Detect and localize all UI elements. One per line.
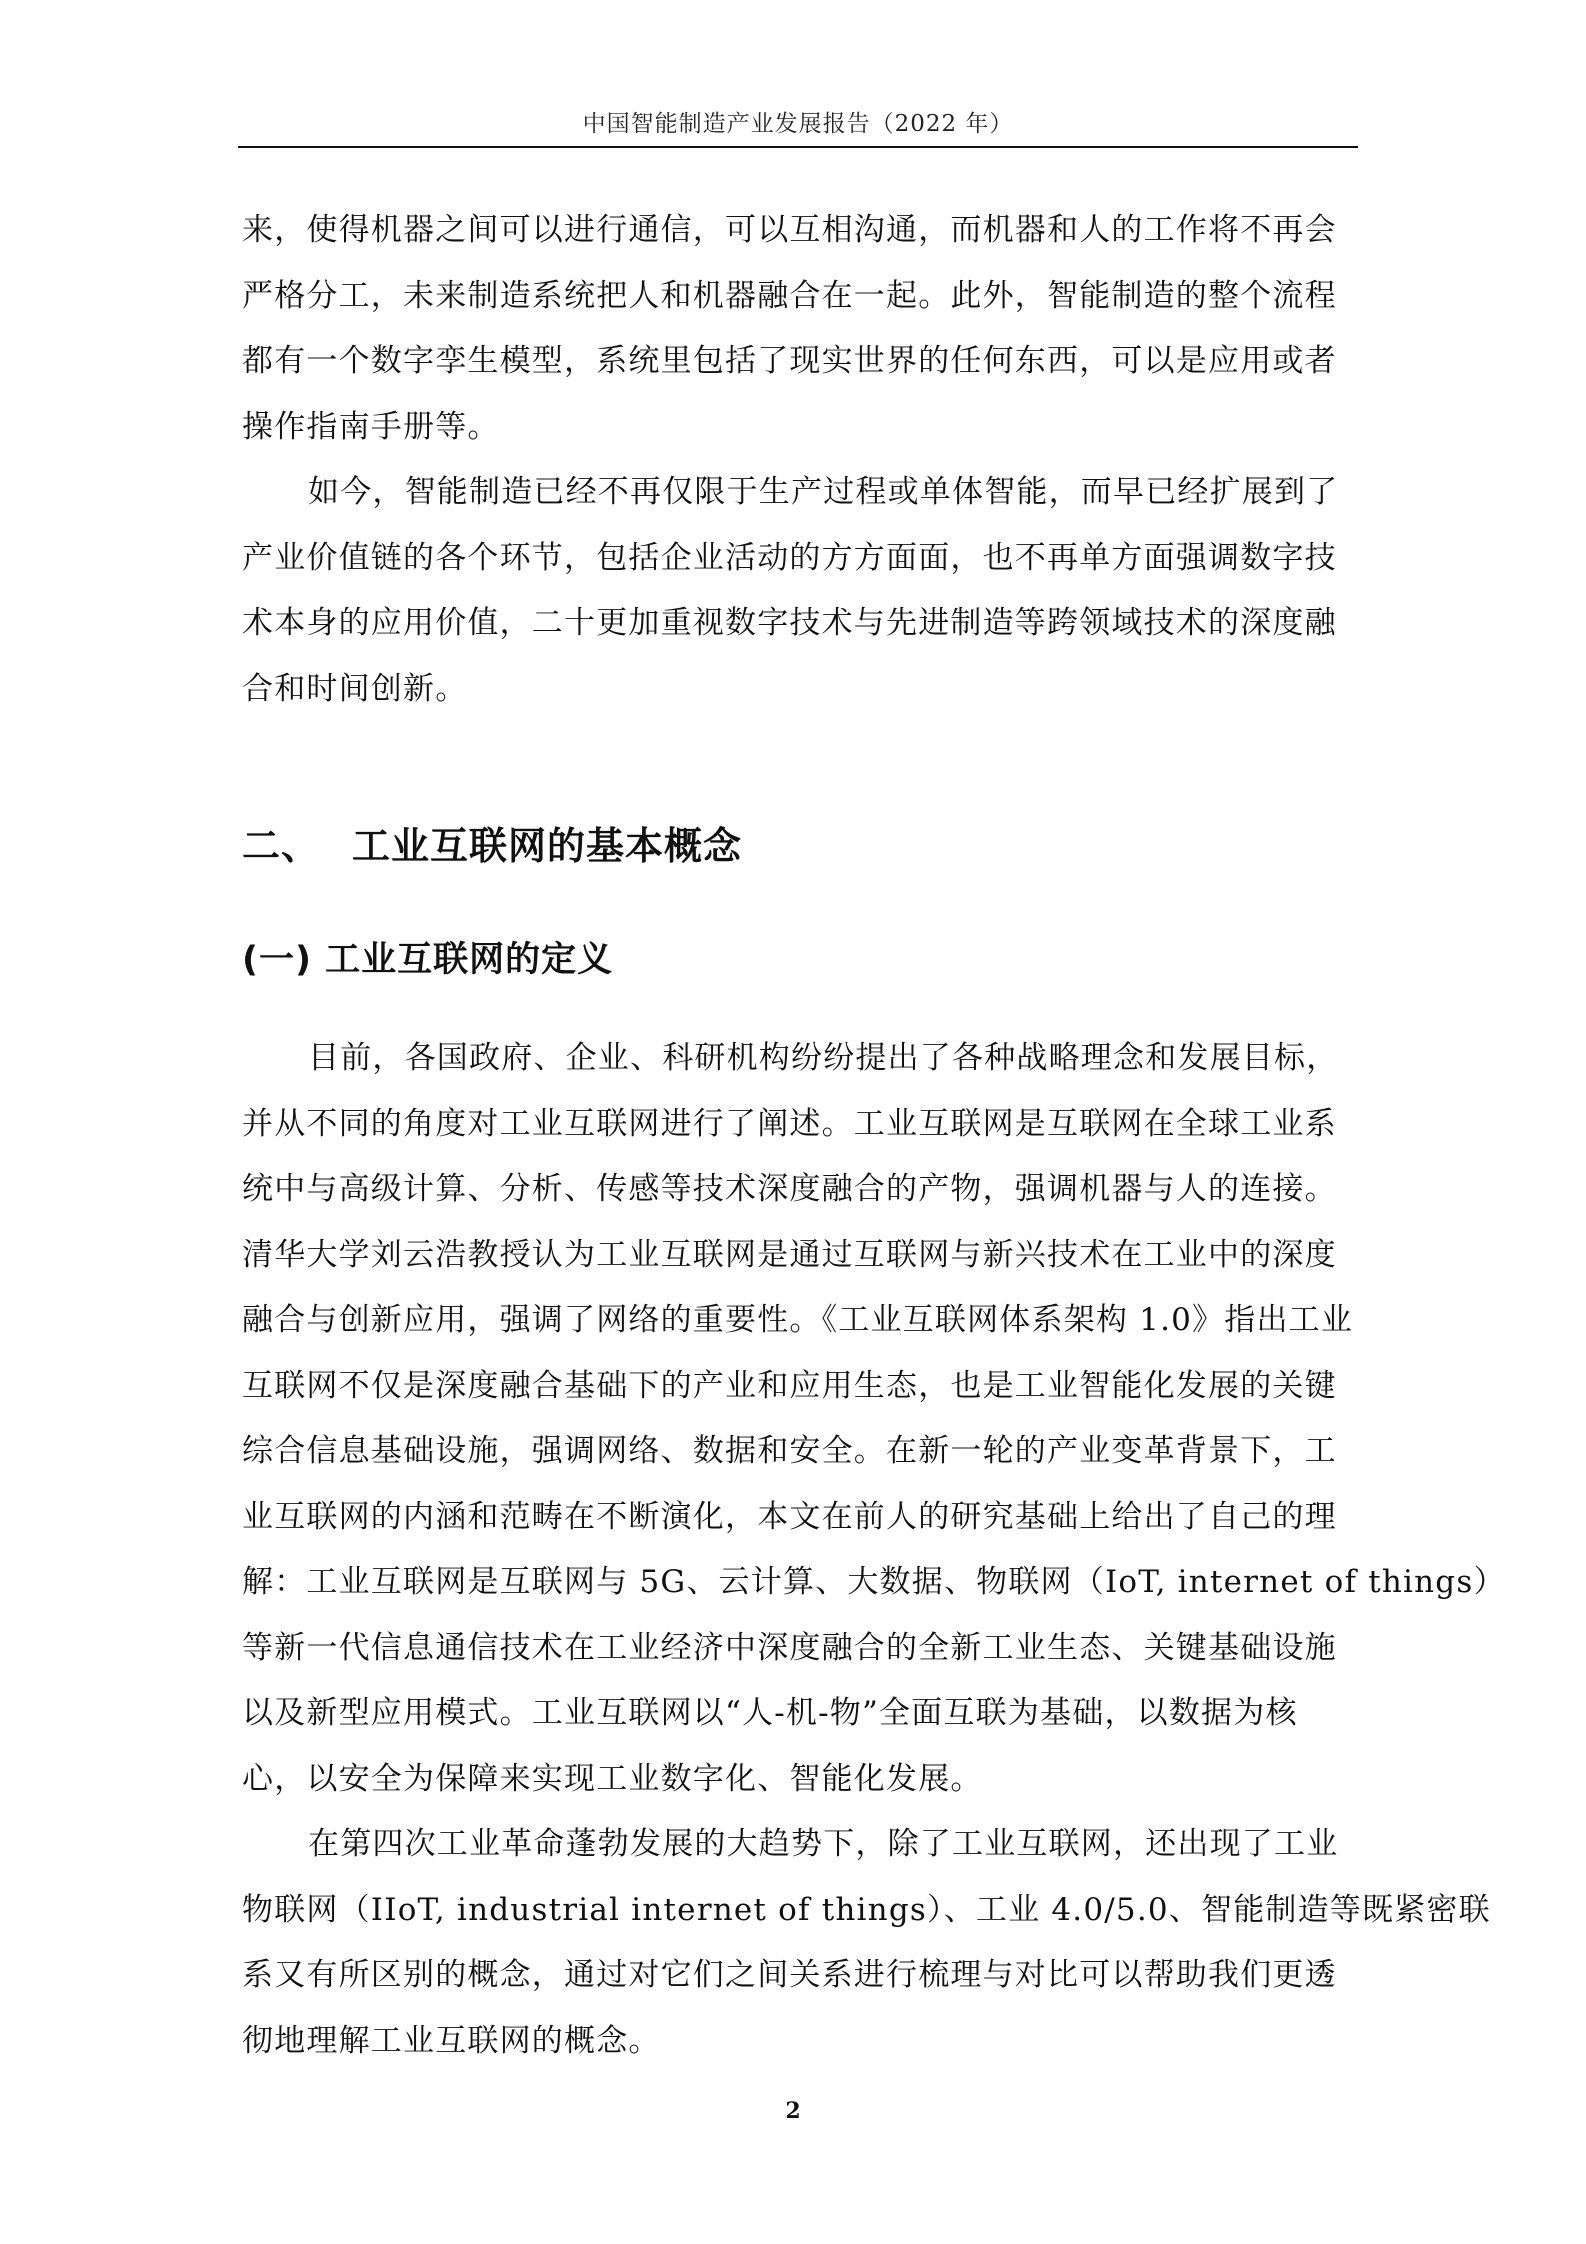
- text-line: 合和时间创新。: [242, 670, 468, 707]
- running-header: 中国智能制造产业发展报告（2022 年）: [582, 111, 1014, 137]
- intro-paragraph-2: [242, 460, 1339, 722]
- text-line: 来，使得机器之间可以进行通信，可以互相沟通，而机器和人的工作将不再会: [242, 212, 1337, 248]
- text-line: 操作指南手册等。: [242, 408, 500, 445]
- text-line: 以及新型应用模式。工业互联网以“人-机-物”全面互联为基础，以数据为核: [242, 1695, 1298, 1731]
- text-line: 等新一代信息通信技术在工业经济中深度融合的全新工业生态、关键基础设施: [242, 1629, 1337, 1666]
- text-line: 业互联网的内涵和范畴在不断演化，本文在前人的研究基础上给出了自己的理: [242, 1498, 1337, 1535]
- text-line: 术本身的应用价值，二十更加重视数字技术与先进制造等跨领域技术的深度融: [242, 605, 1337, 641]
- section-heading: [242, 818, 742, 874]
- text-line: 彻地理解工业互联网的概念。: [242, 2022, 661, 2059]
- text-line: 清华大学刘云浩教授认为工业互联网是通过互联网与新兴技术在工业中的深度: [242, 1236, 1337, 1273]
- definition-paragraph-2: [242, 1812, 1491, 2074]
- text-line: 并从不同的角度对工业互联网进行了阐述。工业互联网是互联网在全球工业系: [242, 1105, 1337, 1142]
- text-line: 严格分工，未来制造系统把人和机器融合在一起。此外，智能制造的整个流程: [242, 277, 1337, 314]
- intro-paragraph-1: [242, 198, 1337, 460]
- text-line: 目前，各国政府、企业、科研机构纷纷提出了各种战略理念和发展目标，: [308, 1040, 1339, 1076]
- text-line: 物联网（IIoT, industrial internet of things）、工业 4.0/5.0、智能制造等既紧密联: [242, 1891, 1491, 1928]
- text-line: 心，以安全为保障来实现工业数字化、智能化发展。: [242, 1760, 983, 1797]
- text-line: 都有一个数字孪生模型，系统里包括了现实世界的任何东西，可以是应用或者: [242, 343, 1337, 379]
- section-title: 工业互联网的基本概念: [352, 824, 743, 868]
- text-line: 产业价值链的各个环节，包括企业活动的方方面面，也不再单方面强调数字技: [242, 539, 1337, 576]
- text-line: 统中与高级计算、分析、传感等技术深度融合的产物，强调机器与人的连接。: [242, 1171, 1337, 1207]
- subsection-heading: (一) 工业互联网的定义: [242, 940, 614, 980]
- text-line: 互联网不仅是深度融合基础下的产业和应用生态，也是工业智能化发展的关键: [242, 1367, 1337, 1404]
- text-line: 系又有所区别的概念，通过对它们之间关系进行梳理与对比可以帮助我们更透: [242, 1957, 1337, 1993]
- text-line: 解：工业互联网是互联网与 5G、云计算、大数据、物联网（IoT, internet of things）: [242, 1564, 1506, 1600]
- text-line: 综合信息基础设施，强调网络、数据和安全。在新一轮的产业变革背景下，工: [242, 1433, 1337, 1469]
- header-rule: [238, 146, 1358, 148]
- text-line: 融合与创新应用，强调了网络的重要性。《工业互联网体系架构 1.0》指出工业: [242, 1302, 1354, 1338]
- text-line: 在第四次工业革命蓬勃发展的大趋势下，除了工业互联网，还出现了工业: [308, 1826, 1339, 1862]
- section-number: 二、: [242, 824, 321, 868]
- page-number: 2: [785, 2098, 801, 2124]
- text-line: 如今，智能制造已经不再仅限于生产过程或单体智能，而早已经扩展到了: [308, 474, 1339, 510]
- definition-paragraph-1: [242, 1026, 1506, 1812]
